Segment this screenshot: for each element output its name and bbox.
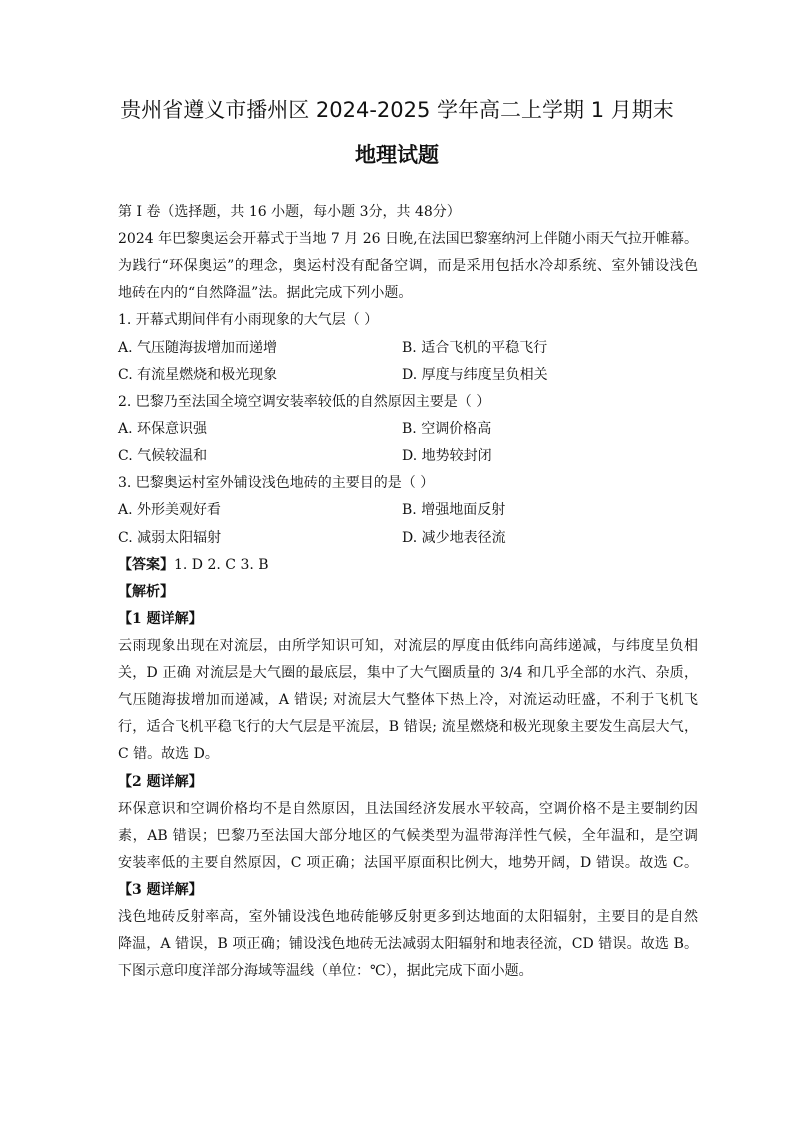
question-option: A. 环保意识强	[118, 421, 208, 437]
detail-line: 浅色地砖反射率高，室外铺设浅色地砖能够反射更多到达地面的太阳辐射，主要目的是自然	[118, 909, 698, 925]
detail-line: 下图示意印度洋部分海域等温线（单位：℃），据此完成下面小题。	[118, 963, 533, 979]
detail-line: 环保意识和空调价格均不是自然原因，且法国经济发展水平较高，空调价格不是主要制约因	[118, 801, 698, 817]
question-option: C. 减弱太阳辐射	[118, 530, 222, 546]
answer-text: 1. D 2. C 3. B	[174, 557, 269, 573]
question-option: D. 地势较封闭	[402, 448, 492, 464]
doc-title: 贵州省遵义市播州区 2024-2025 学年高二上学期 1 月期末	[120, 98, 674, 122]
question-stem: 1. 开幕式期间伴有小雨现象的大气层（ ）	[118, 312, 379, 328]
question-option: A. 气压随海拔增加而递增	[118, 340, 278, 356]
analysis-label: 【解析】	[118, 584, 174, 600]
detail-header: 【1 题详解】	[118, 611, 203, 627]
section-header: 第 I 卷（选择题，共 16 小题，每小题 3分，共 48分）	[118, 204, 461, 220]
detail-line: 降温，A 错误，B 项正确；铺设浅色地砖无法减弱太阳辐射和地表径流，CD 错误。故选 B。	[118, 936, 698, 952]
question-option: B. 增强地面反射	[402, 502, 506, 518]
question-stem: 3. 巴黎奥运村室外铺设浅色地砖的主要目的是（ ）	[118, 475, 435, 491]
detail-line: 素，AB 错误；巴黎乃至法国大部分地区的气候类型为温带海洋性气候，全年温和，是空调	[118, 828, 698, 844]
question-stem: 2. 巴黎乃至法国全境空调安装率较低的自然原因主要是（ ）	[118, 394, 491, 410]
question-option: B. 适合飞机的平稳飞行	[402, 340, 548, 356]
detail-line: 行，适合飞机平稳飞行的大气层是平流层，B 错误; 流星燃烧和极光现象主要发生高层大气，	[118, 719, 698, 735]
detail-header: 【2 题详解】	[118, 774, 203, 790]
detail-line: 云雨现象出现在对流层，由所学知识可知，对流层的厚度由低纬向高纬递减，与纬度呈负相	[118, 638, 698, 654]
intro-line: 2024 年巴黎奥运会开幕式于当地 7 月 26 日晚,在法国巴黎塞纳河上伴随小雨天气拉开帷幕。	[118, 231, 698, 247]
detail-line: 安装率低的主要自然原因，C 项正确；法国平原面积比例大，地势开阔，D 错误。故选 C。	[118, 855, 698, 871]
detail-header: 【3 题详解】	[118, 882, 203, 898]
intro-line: 地砖在内的“自然降温”法。据此完成下列小题。	[118, 285, 413, 301]
answer-label: 【答案】	[118, 557, 174, 573]
question-option: C. 气候较温和	[118, 448, 208, 464]
question-option: C. 有流星燃烧和极光现象	[118, 367, 278, 383]
intro-line: 为践行“环保奥运”的理念，奥运村没有配备空调，而是采用包括水冷却系统、室外铺设浅色	[118, 258, 698, 274]
question-option: A. 外形美观好看	[118, 502, 222, 518]
question-option: B. 空调价格高	[402, 421, 492, 437]
detail-line: 关，D 正确 对流层是大气圈的最底层，集中了大气圈质量的 3/4 和几乎全部的水汽、杂质，	[118, 665, 698, 681]
question-option: D. 厚度与纬度呈负相关	[402, 367, 548, 383]
doc-subtitle: 地理试题	[355, 143, 439, 167]
question-option: D. 减少地表径流	[402, 530, 506, 546]
detail-line: 气压随海拔增加而递减，A 错误; 对流层大气整体下热上冷，对流运动旺盛，不利于飞机飞	[118, 692, 698, 708]
answer-line	[118, 555, 698, 575]
detail-line: C 错。故选 D。	[118, 746, 219, 762]
